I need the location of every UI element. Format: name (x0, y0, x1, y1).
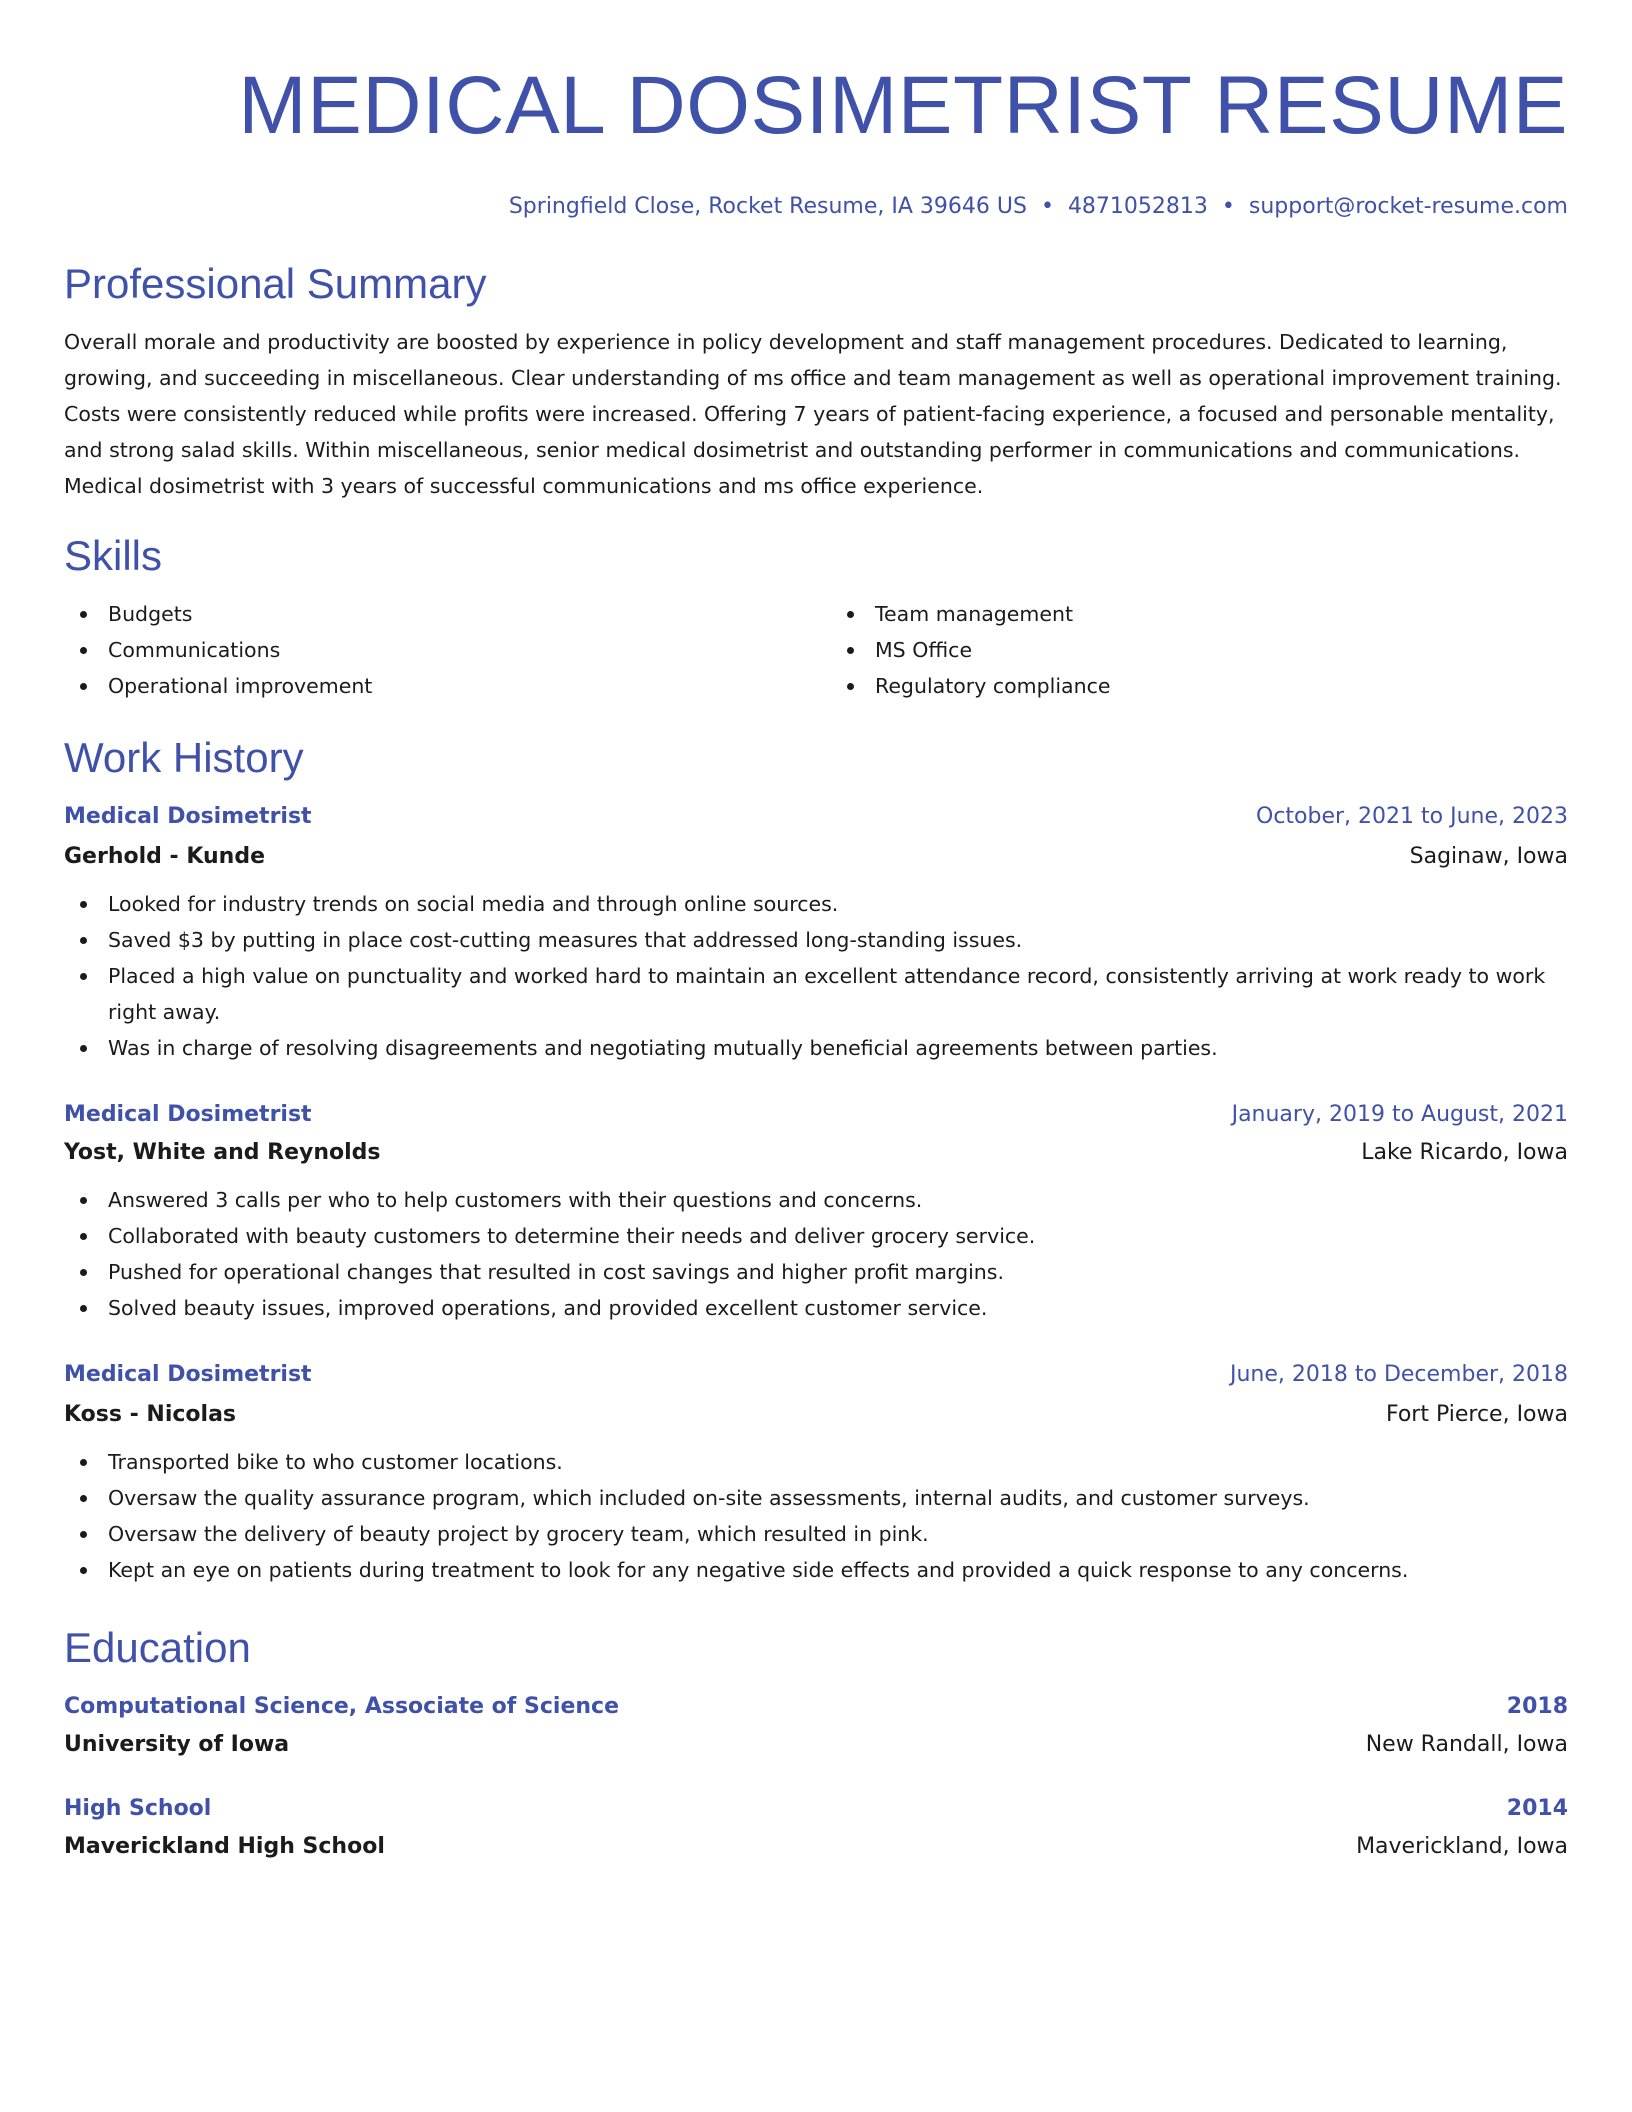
job-company-row (64, 1400, 1568, 1430)
skill-item: Budgets (64, 596, 801, 632)
contact-separator: • (1221, 194, 1235, 219)
education-school: Maverickland High School (64, 1834, 385, 1859)
skill-item: Team management (831, 596, 1568, 632)
job-title: Medical Dosimetrist (64, 804, 312, 829)
job-bullet: Transported bike to who customer locations. (64, 1444, 1568, 1480)
job-company-row (64, 842, 1568, 872)
skill-item: Operational improvement (64, 668, 801, 704)
work-history-heading: Work History (64, 734, 304, 781)
job-bullet: Pushed for operational changes that resulted in cost savings and higher profit margins. (64, 1254, 1568, 1290)
education-school-row (64, 1730, 1568, 1760)
contact-email: support@rocket-resume.com (1248, 194, 1568, 219)
education-entry (64, 1794, 1568, 1862)
job-bullets (64, 1444, 1568, 1588)
job-title-row (64, 1100, 1568, 1130)
education-year: 2018 (1506, 1694, 1568, 1719)
skills-list-left (64, 596, 801, 704)
education-degree: Computational Science, Associate of Science (64, 1694, 619, 1719)
job-dates: October, 2021 to June, 2023 (1256, 804, 1568, 829)
skills-list-right (831, 596, 1568, 704)
skills-grid (64, 596, 1568, 704)
job-bullet: Kept an eye on patients during treatment to look for any negative side effects and provided a quick response to any concerns. (64, 1552, 1568, 1588)
summary-section (64, 258, 1568, 504)
job-bullet: Was in charge of resolving disagreements and negotiating mutually beneficial agreements between parties. (64, 1030, 1568, 1066)
job-title-row (64, 802, 1568, 832)
education-school: University of Iowa (64, 1732, 290, 1757)
contact-separator: • (1040, 194, 1054, 219)
education-entry (64, 1692, 1568, 1760)
education-location: Maverickland, Iowa (1356, 1834, 1568, 1859)
job-bullet: Oversaw the delivery of beauty project by grocery team, which resulted in pink. (64, 1516, 1568, 1552)
job-bullet: Answered 3 calls per who to help customers with their questions and concerns. (64, 1182, 1568, 1218)
skill-item: Regulatory compliance (831, 668, 1568, 704)
job-title: Medical Dosimetrist (64, 1362, 312, 1387)
job-location: Fort Pierce, Iowa (1385, 1402, 1568, 1427)
contact-line (64, 192, 1568, 222)
education-section (64, 1622, 1568, 1862)
job-bullet: Collaborated with beauty customers to determine their needs and deliver grocery service. (64, 1218, 1568, 1254)
job-bullet: Looked for industry trends on social media and through online sources. (64, 886, 1568, 922)
education-heading: Education (64, 1624, 251, 1671)
skill-item: MS Office (831, 632, 1568, 668)
job-bullets (64, 886, 1568, 1066)
skills-heading: Skills (64, 532, 163, 579)
job-company-row (64, 1138, 1568, 1168)
job-company: Gerhold - Kunde (64, 844, 265, 869)
summary-text: Overall morale and productivity are boosted by experience in policy development and staff management procedures. Dedicated to learning, growing, and succeeding in miscellaneous. Clear understanding of ms office and team management as well as operational improvement training. Costs were consistently reduced while profits were increased. Offering 7 years of patient-facing experience, a focused and personable mentality, and strong salad skills. Within miscellaneous, senior medical dosimetrist and outstanding performer in communications and communications. Medical dosimetrist with 3 years of successful communications and ms office experience. (64, 330, 1562, 498)
job-location: Saginaw, Iowa (1409, 844, 1568, 869)
job-company: Koss - Nicolas (64, 1402, 237, 1427)
skill-item: Communications (64, 632, 801, 668)
resume-title: MEDICAL DOSIMETRIST RESUME (238, 60, 1568, 151)
contact-phone: 4871052813 (1067, 194, 1208, 219)
education-degree-row (64, 1794, 1568, 1824)
contact-address: Springfield Close, Rocket Resume, IA 39646 US (508, 194, 1027, 219)
job-entry (64, 1100, 1568, 1326)
job-entry (64, 1360, 1568, 1588)
education-year: 2014 (1506, 1796, 1568, 1821)
education-school-row (64, 1832, 1568, 1862)
resume-header (64, 0, 1568, 222)
job-location: Lake Ricardo, Iowa (1361, 1140, 1568, 1165)
education-degree: High School (64, 1796, 212, 1821)
job-company: Yost, White and Reynolds (64, 1140, 381, 1165)
job-dates: January, 2019 to August, 2021 (1231, 1102, 1568, 1127)
job-dates: June, 2018 to December, 2018 (1229, 1362, 1568, 1387)
job-bullet: Saved $3 by putting in place cost-cutting measures that addressed long-standing issues. (64, 922, 1568, 958)
job-bullet: Oversaw the quality assurance program, which included on-site assessments, internal audits, and customer surveys. (64, 1480, 1568, 1516)
summary-heading: Professional Summary (64, 260, 487, 307)
job-bullet: Placed a high value on punctuality and worked hard to maintain an excellent attendance record, consistently arriving at work ready to work right away. (64, 958, 1568, 1030)
job-entry (64, 802, 1568, 1066)
job-title-row (64, 1360, 1568, 1390)
education-location: New Randall, Iowa (1365, 1732, 1568, 1757)
skills-section (64, 530, 1568, 704)
job-bullets (64, 1182, 1568, 1326)
job-bullet: Solved beauty issues, improved operations, and provided excellent customer service. (64, 1290, 1568, 1326)
education-degree-row (64, 1692, 1568, 1722)
work-history-section (64, 732, 1568, 1588)
job-title: Medical Dosimetrist (64, 1102, 312, 1127)
